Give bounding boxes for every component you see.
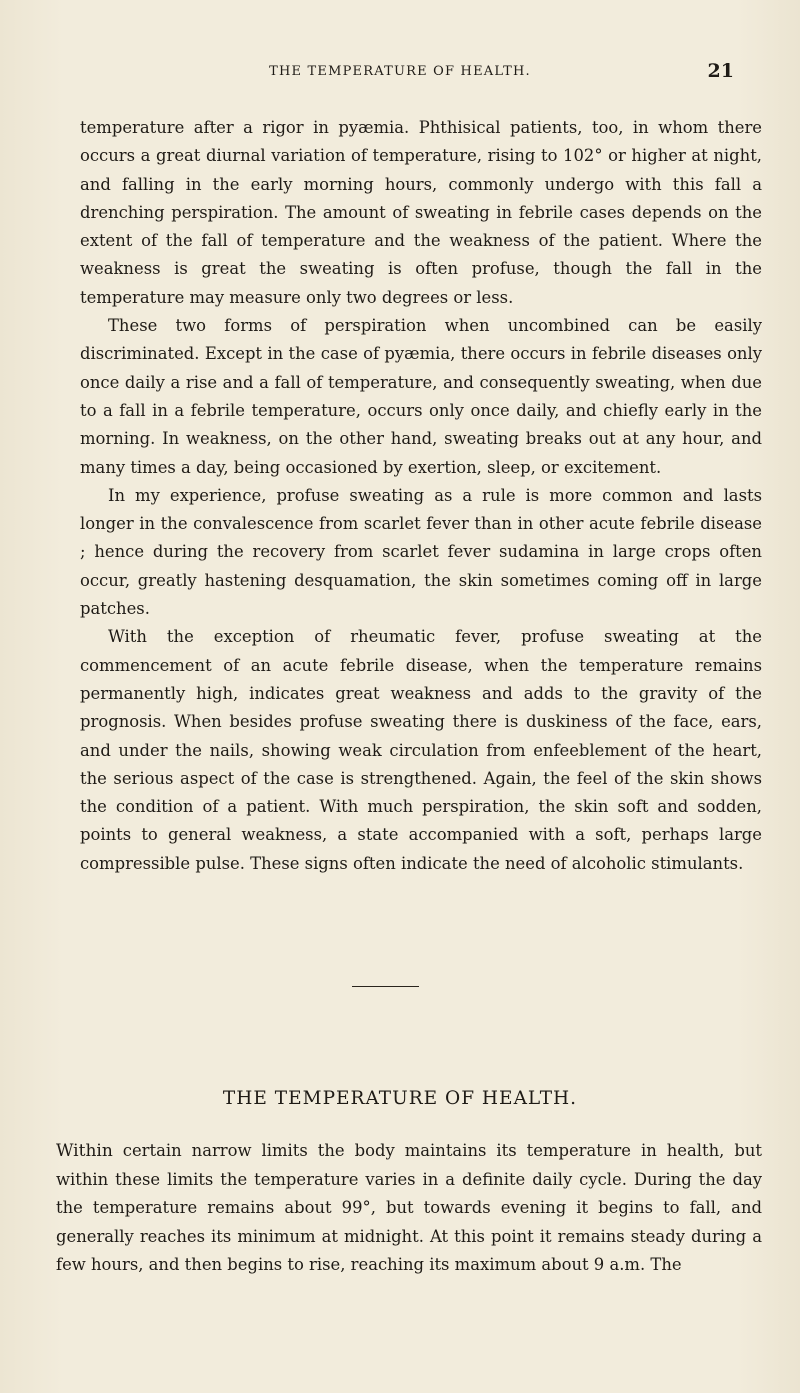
body-text [80,114,762,878]
paragraph: In my experience, profuse sweating as a rule is more common and lasts longer in the convalescence from scarlet fever than in other acute febrile disease ; hence during the recovery from scarlet fever sudamina in large crops often occur, greatly hastening desquamation, the skin sometimes coming off in large patches. [80,485,762,619]
running-head: THE TEMPERATURE OF HEALTH. [269,64,531,79]
paragraph: With the exception of rheumatic fever, profuse sweating at the commencement of an acute febrile disease, when the temperature remains permanently high, indicates great weakness and adds to the gravity of the prognosis. When besides profuse sweating there is duskiness of the face, ears, and under the nails, showing weak circulation from enfeeblement of the heart, the serious aspect of the case is strengthened. Again, the feel of the skin shows the condition of a patient. With much perspiration, the skin soft and sodden, points to general weakness, a state accompanied with a soft, perhaps large compressible pulse. These signs often indicate the need of alcoholic stimulants. [80,627,762,873]
section-divider [352,986,419,987]
section-text [56,1137,762,1280]
section-title: THE TEMPERATURE OF HEALTH. [222,1088,578,1109]
paragraph: These two forms of perspiration when uncombined can be easily discriminated. Except in the case of pyæmia, there occurs in febrile diseases only once daily a rise and a fall of temperature, and consequently sweating, when due to a fall in a febrile temperature, occurs only once daily, and chiefly early in the morning. In weakness, on the other hand, sweating breaks out at any hour, and many times a day, being occasioned by exertion, sleep, or excitement. [80,316,762,477]
page-number: 21 [707,60,734,82]
lead-word: Within [56,1141,113,1161]
paragraph-text: certain narrow limits the body maintains its temperature in health, but within these limits the temperature varies in a definite daily cycle. During the day the temperature remains about 99°, but towards evening it begins to fall, and generally reaches its minimum at midnight. At this point it remains steady during a few hours, and then begins to rise, reaching its maximum about 9 a.m. The [56,1141,762,1274]
page-header [0,62,800,92]
paragraph: temperature after a rigor in pyæmia. Phthisical patients, too, in whom there occurs a great diurnal variation of temperature, rising to 102° or higher at night, and falling in the early morning hours, commonly undergo with this fall a drenching perspiration. The amount of sweating in febrile cases depends on the extent of the fall of temperature and the weakness of the patient. Where the weakness is great the sweating is often profuse, though the fall in the temperature may measure only two degrees or less. [80,118,762,307]
paragraph [56,1137,762,1280]
